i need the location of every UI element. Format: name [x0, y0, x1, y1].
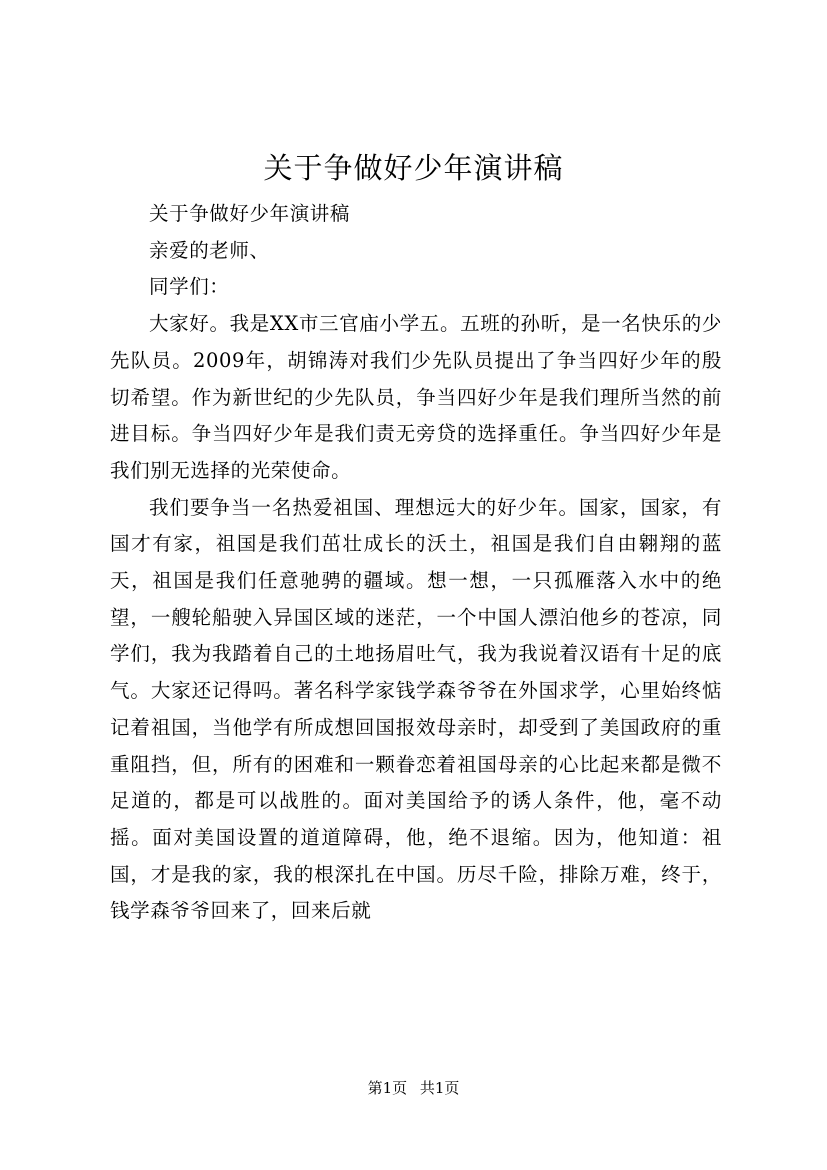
paragraph-salutation-classmates: 同学们：	[149, 275, 230, 299]
paragraph-introduction: 大家好。我是XX市三官庙小学五。五班的孙昕，是一名快乐的少先队员。2009年，胡锦涛对我们少先队员提出了争当四好少年的殷切希望。作为新世纪的少先队员，争当四好少年是我们理所当然的前进目标。争当四好少年是我们责无旁贷的选择重任。争当四好少年是我们别无选择的光荣使命。	[110, 312, 722, 482]
paragraph-subtitle: 关于争做好少年演讲稿	[149, 202, 351, 225]
document-title: 关于争做好少年演讲稿	[263, 151, 564, 185]
total-pages: 共1页	[419, 1079, 460, 1097]
document-body	[110, 196, 722, 930]
page-footer	[0, 1078, 827, 1098]
paragraph-love-motherland: 我们要争当一名热爱祖国、理想远大的好少年。国家，国家，有国才有家，祖国是我们茁壮成长的沃土，祖国是我们自由翱翔的蓝天，祖国是我们任意驰骋的疆域。想一想，一只孤雁落入水中的绝望，一艘轮船驶入异国区域的迷茫，一个中国人漂泊他乡的苍凉，同学们，我为我踏着自己的土地扬眉吐气，我为我说着汉语有十足的底气。大家还记得吗。著名科学家钱学森爷爷在外国求学，心里始终惦记着祖国，当他学有所成想回国报效母亲时，却受到了美国政府的重重阻挡，但，所有的困难和一颗眷恋着祖国母亲的心比起来都是微不足道的，都是可以战胜的。面对美国给予的诱人条件，他，毫不动摇。面对美国设置的道道障碍，他，绝不退缩。因为，他知道：祖国，才是我的家，我的根深扎在中国。历尽千险，排除万难，终于，钱学森爷爷回来了，回来后就	[110, 495, 722, 923]
page-number: 第1页	[367, 1079, 408, 1097]
paragraph-salutation-teachers: 亲爱的老师、	[149, 238, 270, 262]
